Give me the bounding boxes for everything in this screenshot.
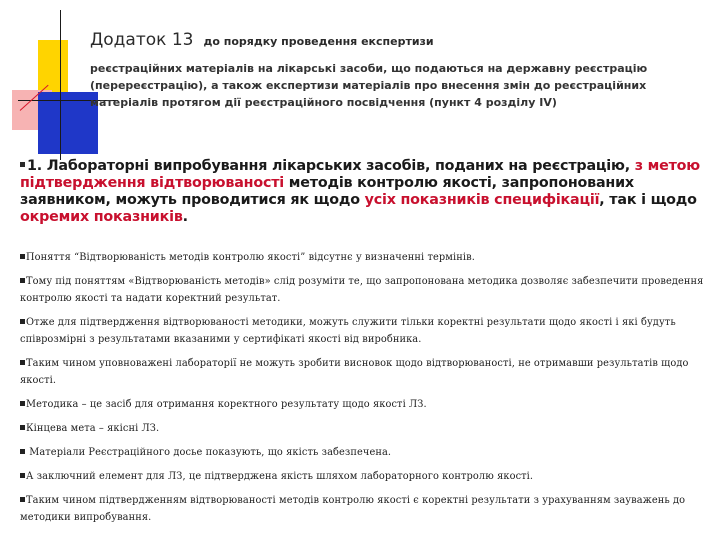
square-bullet-icon bbox=[20, 162, 25, 167]
main-highlight-3: окремих показників bbox=[20, 209, 183, 225]
appendix-title: Додаток 13 bbox=[90, 30, 194, 50]
square-bullet-icon bbox=[20, 254, 25, 259]
decor-blue-block bbox=[38, 92, 98, 154]
main-highlight-2: усіх показників специфікації bbox=[364, 192, 600, 208]
list-item: Методика – це засіб для отримання коректного результату щодо якості ЛЗ. bbox=[20, 396, 715, 413]
main-text-3: , так і щодо bbox=[599, 192, 697, 208]
square-bullet-icon bbox=[20, 278, 25, 283]
list-item: Таким чином підтвердженням відтворюваності методів контролю якості є коректні результати з урахуванням зауважень до методики випробування. bbox=[20, 495, 686, 523]
square-bullet-icon bbox=[20, 319, 25, 324]
square-bullet-icon bbox=[20, 401, 25, 406]
notes-list bbox=[20, 249, 715, 533]
main-highlight-1: з метою підтвердження відтворюваності bbox=[20, 158, 700, 191]
list-item: Матеріали Реєстраційного досье показують, що якість забезпечена. bbox=[20, 444, 715, 461]
square-bullet-icon bbox=[20, 449, 25, 454]
list-item: А заключний елемент для ЛЗ, це підтверджена якість шляхом лабораторного контролю якості. bbox=[20, 468, 715, 485]
list-item: Поняття “Відтворюваність методів контролю якості” відсутнє у визначенні термінів. bbox=[20, 249, 715, 266]
list-item: Таким чином уповноважені лабораторії не можуть зробити висновок щодо відтворюваності, не отримавши результатів щодо якості. bbox=[20, 358, 689, 386]
appendix-subtitle: до порядку проведення експертизи bbox=[203, 35, 434, 48]
decor-vertical-line bbox=[60, 10, 61, 160]
square-bullet-icon bbox=[20, 425, 25, 430]
square-bullet-icon bbox=[20, 360, 25, 365]
main-text-2: методів контролю якості, запропонованих заявником, можуть проводитися як щодо bbox=[20, 175, 634, 208]
list-item: Отже для підтвердження відтворюваності методики, можуть служити тільки коректні результати щодо якості і які будуть співрозмірні з результатами вказаними у сертифікаті якості від виробника. bbox=[20, 317, 676, 345]
main-paragraph bbox=[20, 158, 715, 226]
square-bullet-icon bbox=[20, 473, 25, 478]
main-text-4: . bbox=[182, 209, 188, 225]
list-item: Тому під поняттям «Відтворюваність методів» слід розуміти те, що запропонована методика дозволяє забезпечити проведення контролю якості та надати коректний результат. bbox=[20, 276, 704, 304]
square-bullet-icon bbox=[20, 497, 25, 502]
page-title bbox=[90, 30, 434, 50]
header-description: реєстраційних матеріалів на лікарські засоби, що подаються на державну реєстрацію (перереєстрацію), а також експертизи матеріалів про внесення змін до реєстраційних матеріалів протягом дії реєстраційного посвідчення (пункт 4 розділу IV) bbox=[90, 62, 648, 109]
list-item: Кінцева мета – якісні ЛЗ. bbox=[20, 420, 715, 437]
main-text-1: 1. Лабораторні випробування лікарських засобів, поданих на реєстрацію, bbox=[27, 158, 635, 174]
